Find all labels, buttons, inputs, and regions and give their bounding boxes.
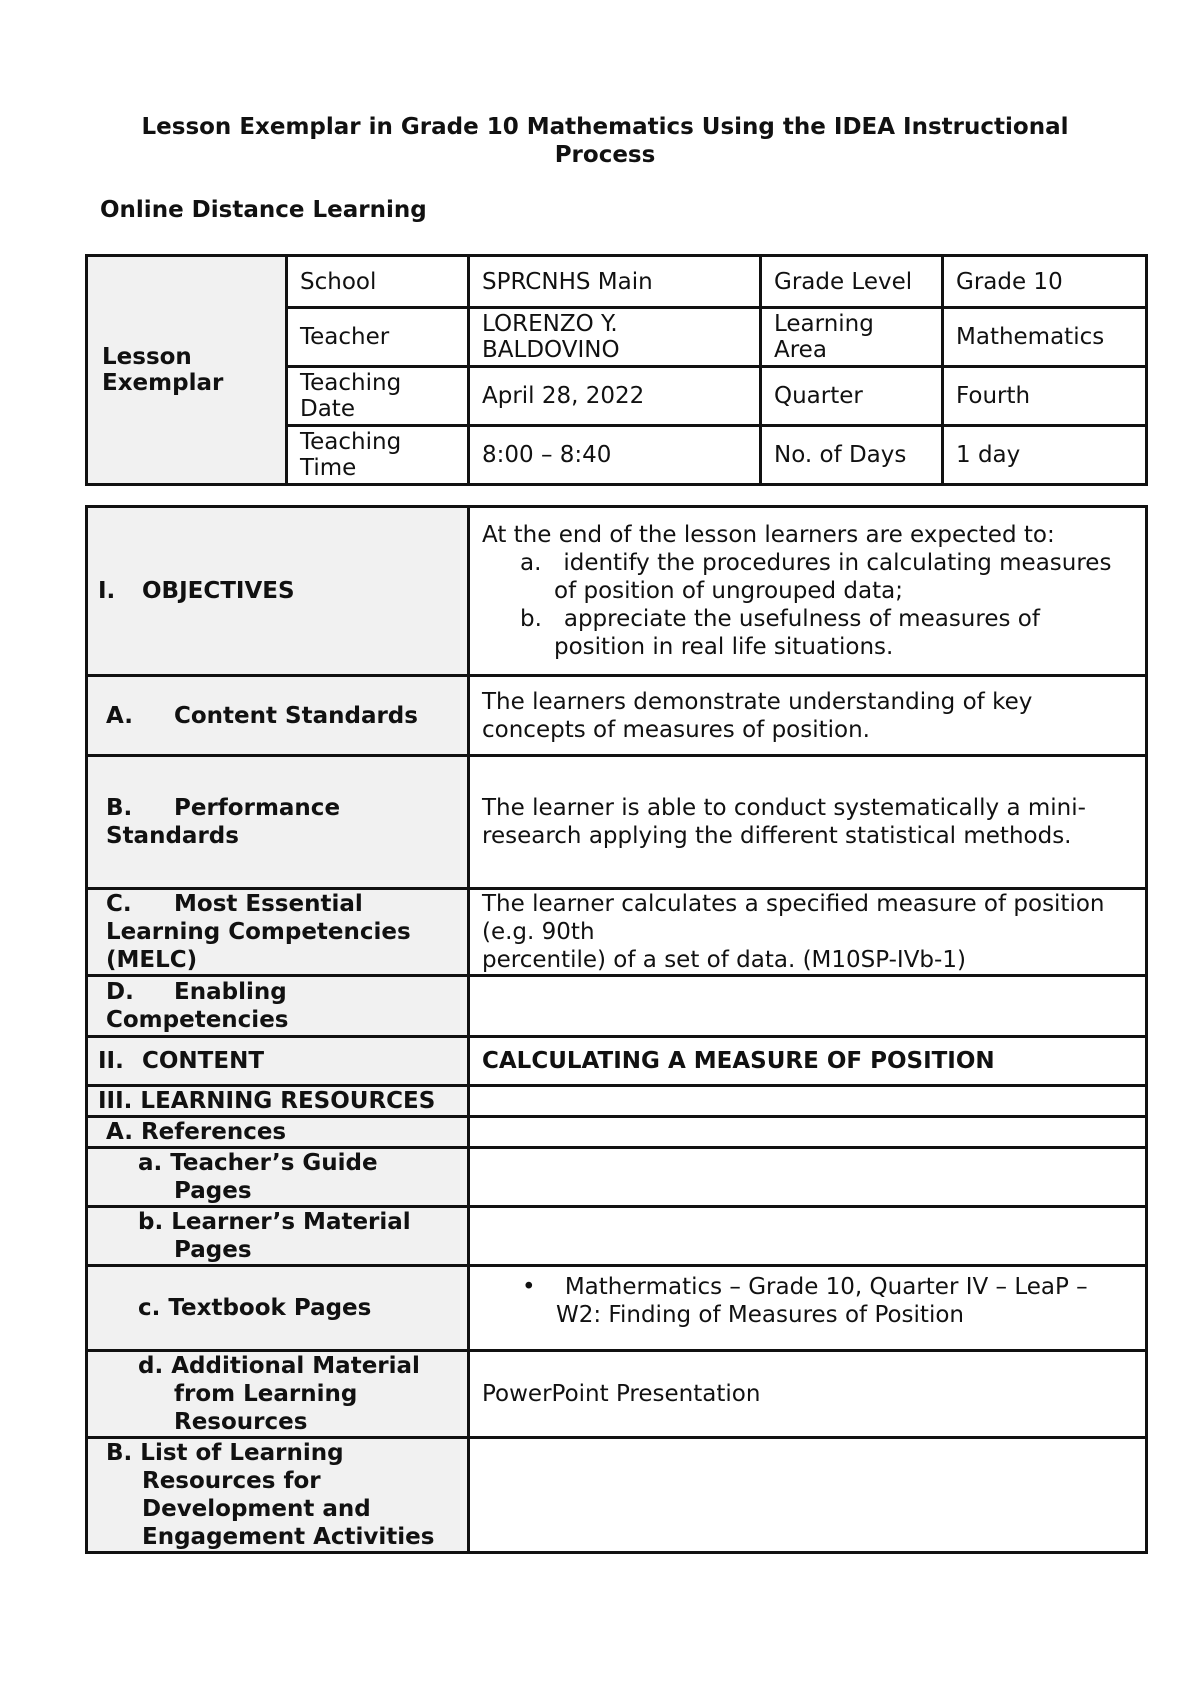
melc-value bbox=[469, 889, 1147, 976]
section-label: Performance Standards bbox=[106, 795, 341, 849]
references-value bbox=[469, 1117, 1147, 1148]
objective-item bbox=[482, 605, 1135, 661]
info-value: SPRCNHS Main bbox=[469, 256, 761, 308]
melc-line: percentile) of a set of data. (M10SP-IVb-1) bbox=[482, 947, 966, 973]
performance-standards-row bbox=[87, 756, 1147, 889]
ref-marker: d. bbox=[138, 1353, 164, 1379]
ref-item bbox=[106, 1439, 457, 1551]
info-value: LORENZO Y. BALDOVINO bbox=[469, 308, 761, 367]
info-key: Teaching Time bbox=[287, 426, 469, 485]
info-value: Fourth bbox=[943, 367, 1147, 426]
document-title: Lesson Exemplar in Grade 10 Mathematics Using the IDEA Instructional Process bbox=[141, 114, 1069, 168]
ref-marker: B. bbox=[106, 1440, 133, 1466]
textbook-value bbox=[469, 1266, 1147, 1351]
enabling-value bbox=[469, 976, 1147, 1037]
content-standards-label bbox=[87, 676, 469, 756]
ref-label: Learner’s Material Pages bbox=[171, 1209, 411, 1263]
section-number: D. bbox=[106, 979, 134, 1005]
learners-material-label bbox=[87, 1207, 469, 1266]
objectives-label bbox=[87, 507, 469, 676]
learners-material-row bbox=[87, 1207, 1147, 1266]
learners-material-value bbox=[469, 1207, 1147, 1266]
info-key: Teaching Date bbox=[287, 367, 469, 426]
objective-marker: a. bbox=[520, 550, 542, 576]
textbook-label bbox=[87, 1266, 469, 1351]
content-value: CALCULATING A MEASURE OF POSITION bbox=[469, 1037, 1147, 1086]
info-key: Quarter bbox=[761, 367, 943, 426]
additional-material-row bbox=[87, 1351, 1147, 1438]
section-number: B. bbox=[106, 795, 133, 821]
enabling-row bbox=[87, 976, 1147, 1037]
ref-label: Additional Material from Learning Resources bbox=[171, 1353, 420, 1435]
teachers-guide-value bbox=[469, 1148, 1147, 1207]
ref-label: List of Learning Resources for Development and Engagement Activities bbox=[140, 1440, 435, 1550]
learning-resources-row bbox=[87, 1086, 1147, 1117]
ref-label: Textbook Pages bbox=[168, 1295, 372, 1321]
references-row bbox=[87, 1117, 1147, 1148]
section-label: CONTENT bbox=[142, 1048, 265, 1074]
section-number: I. bbox=[98, 578, 116, 604]
melc-line: The learner calculates a specified measure of position (e.g. 90th bbox=[482, 891, 1105, 945]
info-key: Grade Level bbox=[761, 256, 943, 308]
ref-item bbox=[138, 1208, 457, 1264]
info-key: Teacher bbox=[287, 308, 469, 367]
section-number: A. bbox=[106, 702, 133, 729]
ref-marker: b. bbox=[138, 1209, 164, 1235]
objective-text: identify the procedures in calculating measures of position of ungrouped data; bbox=[554, 550, 1112, 604]
teachers-guide-row bbox=[87, 1148, 1147, 1207]
additional-material-value: PowerPoint Presentation bbox=[469, 1351, 1147, 1438]
info-key: School bbox=[287, 256, 469, 308]
performance-standards-label bbox=[87, 756, 469, 889]
bullet-icon: • bbox=[522, 1274, 536, 1300]
info-key: Learning Area bbox=[761, 308, 943, 367]
ref-marker: c. bbox=[138, 1295, 161, 1321]
objective-marker: b. bbox=[520, 606, 542, 632]
ref-item bbox=[138, 1294, 457, 1322]
section-label: Content Standards bbox=[174, 702, 418, 729]
objectives-list bbox=[482, 549, 1135, 661]
section-label: OBJECTIVES bbox=[142, 578, 295, 604]
ref-marker: a. bbox=[138, 1150, 163, 1176]
list-resources-label bbox=[87, 1438, 469, 1553]
textbook-row bbox=[87, 1266, 1147, 1351]
objectives-row bbox=[87, 507, 1147, 676]
ref-item bbox=[138, 1149, 457, 1205]
lesson-plan-table bbox=[85, 505, 1148, 1554]
info-value: April 28, 2022 bbox=[469, 367, 761, 426]
content-row bbox=[87, 1037, 1147, 1086]
info-row bbox=[87, 256, 1147, 308]
ref-item bbox=[138, 1352, 457, 1436]
list-resources-value bbox=[469, 1438, 1147, 1553]
melc-row bbox=[87, 889, 1147, 976]
additional-material-label bbox=[87, 1351, 469, 1438]
info-value: Mathematics bbox=[943, 308, 1147, 367]
content-standards-row bbox=[87, 676, 1147, 756]
lesson-exemplar-label: Lesson Exemplar bbox=[87, 256, 287, 485]
objectives-value bbox=[469, 507, 1147, 676]
bullet-text: Mathermatics – Grade 10, Quarter IV – LeaP – W2: Finding of Measures of Position bbox=[556, 1274, 1088, 1328]
objective-item bbox=[482, 549, 1135, 605]
info-key: No. of Days bbox=[761, 426, 943, 485]
learning-resources-value bbox=[469, 1086, 1147, 1117]
content-label bbox=[87, 1037, 469, 1086]
section-number: C. bbox=[106, 891, 132, 917]
lesson-info-table bbox=[85, 254, 1148, 486]
references-label: A. References bbox=[87, 1117, 469, 1148]
section-label: Most Essential Learning Competencies (MELC) bbox=[106, 891, 411, 973]
bullet-item bbox=[522, 1273, 1135, 1329]
teachers-guide-label bbox=[87, 1148, 469, 1207]
document-subtitle: Online Distance Learning bbox=[100, 197, 427, 223]
ref-label: Teacher’s Guide Pages bbox=[170, 1150, 378, 1204]
melc-label bbox=[87, 889, 469, 976]
objectives-intro: At the end of the lesson learners are expected to: bbox=[482, 522, 1055, 548]
performance-standards-value: The learner is able to conduct systematically a mini-research applying the different statistical methods. bbox=[469, 756, 1147, 889]
section-number: II. bbox=[98, 1048, 124, 1074]
info-value: 1 day bbox=[943, 426, 1147, 485]
list-resources-row bbox=[87, 1438, 1147, 1553]
info-value: 8:00 – 8:40 bbox=[469, 426, 761, 485]
enabling-label bbox=[87, 976, 469, 1037]
learning-resources-label: III. LEARNING RESOURCES bbox=[87, 1086, 469, 1117]
objective-text: appreciate the usefulness of measures of position in real life situations. bbox=[554, 606, 1040, 660]
content-standards-value: The learners demonstrate understanding of key concepts of measures of position. bbox=[469, 676, 1147, 756]
section-label: Enabling Competencies bbox=[106, 979, 289, 1033]
info-value: Grade 10 bbox=[943, 256, 1147, 308]
